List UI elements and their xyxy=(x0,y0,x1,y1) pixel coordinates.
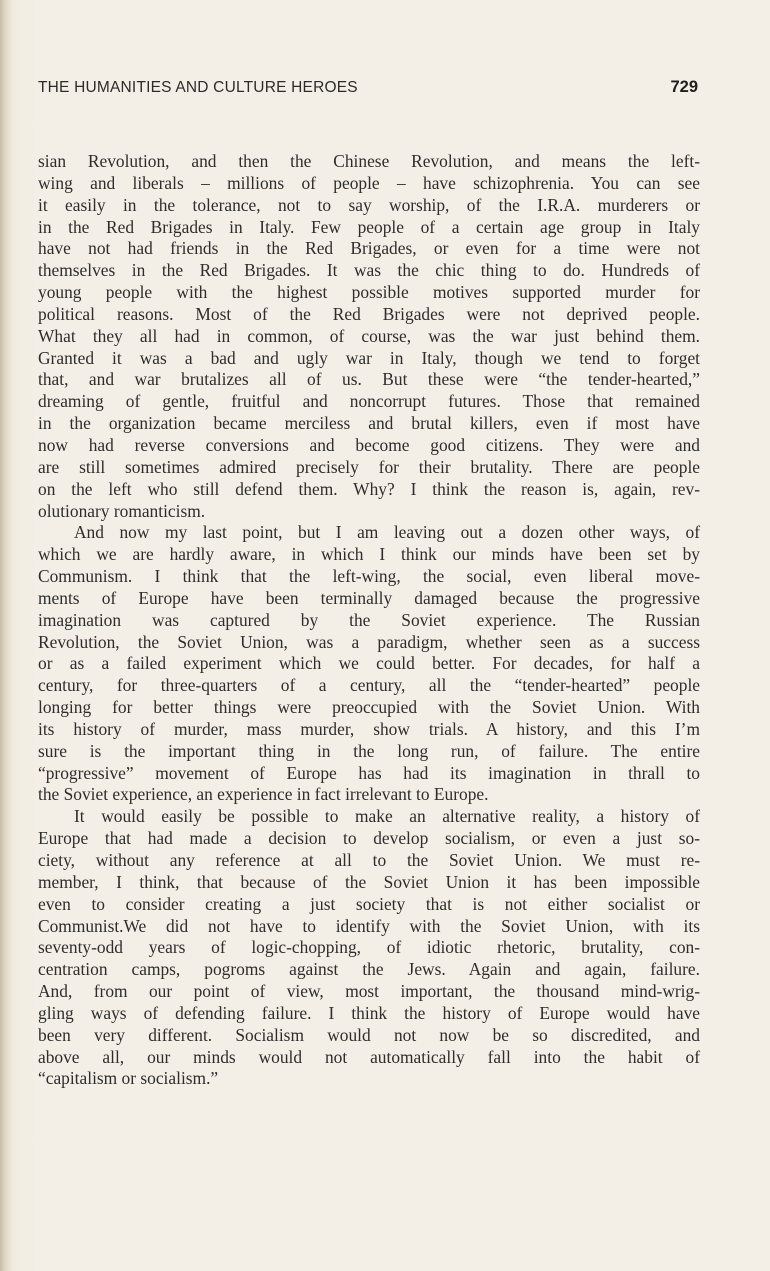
text-line: young people with the highest possible motives supported murder for xyxy=(38,282,700,303)
text-line: in the Red Brigades in Italy. Few people of a certain age group in Italy xyxy=(38,216,700,237)
text-line: Granted it was a bad and ugly war in Italy, though we tend to forget xyxy=(38,347,700,368)
text-line: on the left who still defend them. Why? I think the reason is, again, rev- xyxy=(38,478,700,499)
text-line: And, from our point of view, most important, the thousand mind-wrig- xyxy=(38,981,700,1002)
text-line: dreaming of gentle, fruitful and noncorrupt futures. Those that remained xyxy=(38,391,700,412)
text-line: ments of Europe have been terminally damaged because the progressive xyxy=(38,587,700,608)
text-line: themselves in the Red Brigades. It was the chic thing to do. Hundreds of xyxy=(38,260,700,281)
text-line: in the organization became merciless and brutal killers, even if most have xyxy=(38,413,700,434)
text-line: Communism. I think that the left-wing, the social, even liberal move- xyxy=(38,566,700,587)
text-line: imagination was captured by the Soviet experience. The Russian xyxy=(38,609,700,630)
text-line: centration camps, pogroms against the Jews. Again and again, failure. xyxy=(38,959,700,980)
text-line: which we are hardly aware, in which I think our minds have been set by xyxy=(38,544,700,565)
text-line-paragraph-end: olutionary romanticism. xyxy=(38,500,206,521)
body-text xyxy=(38,151,700,1090)
text-line: political reasons. Most of the Red Brigades were not deprived people. xyxy=(38,303,700,324)
text-line: above all, our minds would not automatically fall into the habit of xyxy=(38,1046,700,1067)
running-head-title: THE HUMANITIES AND CULTURE HEROES xyxy=(38,79,358,96)
text-line: member, I think, that because of the Soviet Union it has been impossible xyxy=(38,871,700,892)
text-line: gling ways of defending failure. I think the history of Europe would have xyxy=(38,1002,700,1023)
text-line-paragraph-end: “capitalism or socialism.” xyxy=(38,1068,219,1089)
text-line: “progressive” movement of Europe has had its imagination in thrall to xyxy=(38,762,700,783)
text-line-paragraph-start: It would easily be possible to make an alternative reality, a history of xyxy=(74,806,700,827)
text-line: that, and war brutalizes all of us. But these were “the tender-hearted,” xyxy=(38,369,700,390)
text-line: been very different. Socialism would not now be so discredited, and xyxy=(38,1024,700,1045)
text-line: sure is the important thing in the long run, of failure. The entire xyxy=(38,740,700,761)
text-line: are still sometimes admired precisely for their brutality. There are people xyxy=(38,456,700,477)
text-line: What they all had in common, of course, was the war just behind them. xyxy=(38,325,700,346)
text-line-paragraph-start: And now my last point, but I am leaving out a dozen other ways, of xyxy=(74,522,700,543)
text-line: it easily in the tolerance, not to say worship, of the I.R.A. murderers or xyxy=(38,194,700,215)
text-line: even to consider creating a just society that is not either socialist or xyxy=(38,893,700,914)
text-line: century, for three-quarters of a century, all the “tender-hearted” people xyxy=(38,675,700,696)
text-line: sian Revolution, and then the Chinese Revolution, and means the left- xyxy=(38,151,700,171)
text-line: Communist.We did not have to identify with the Soviet Union, with its xyxy=(38,915,700,936)
text-line: or as a failed experiment which we could better. For decades, for half a xyxy=(38,653,700,674)
text-line: Europe that had made a decision to develop socialism, or even a just so- xyxy=(38,828,700,849)
text-line: have not had friends in the Red Brigades, or even for a time were not xyxy=(38,238,700,259)
text-line: seventy-odd years of logic-chopping, of idiotic rhetoric, brutality, con- xyxy=(38,937,700,958)
text-line-paragraph-end: the Soviet experience, an experience in fact irrelevant to Europe. xyxy=(38,784,489,805)
text-line: longing for better things were preoccupied with the Soviet Union. With xyxy=(38,697,700,718)
page-number: 729 xyxy=(670,78,698,96)
running-head xyxy=(38,79,698,103)
text-line: now had reverse conversions and become good citizens. They were and xyxy=(38,434,700,455)
text-line: ciety, without any reference at all to the Soviet Union. We must re- xyxy=(38,850,700,870)
text-line: its history of murder, mass murder, show trials. A history, and this I’m xyxy=(38,718,700,739)
text-line: Revolution, the Soviet Union, was a paradigm, whether seen as a success xyxy=(38,631,700,652)
page-binding-edge xyxy=(0,0,12,1271)
text-line: wing and liberals – millions of people – have schizophrenia. You can see xyxy=(38,172,700,193)
